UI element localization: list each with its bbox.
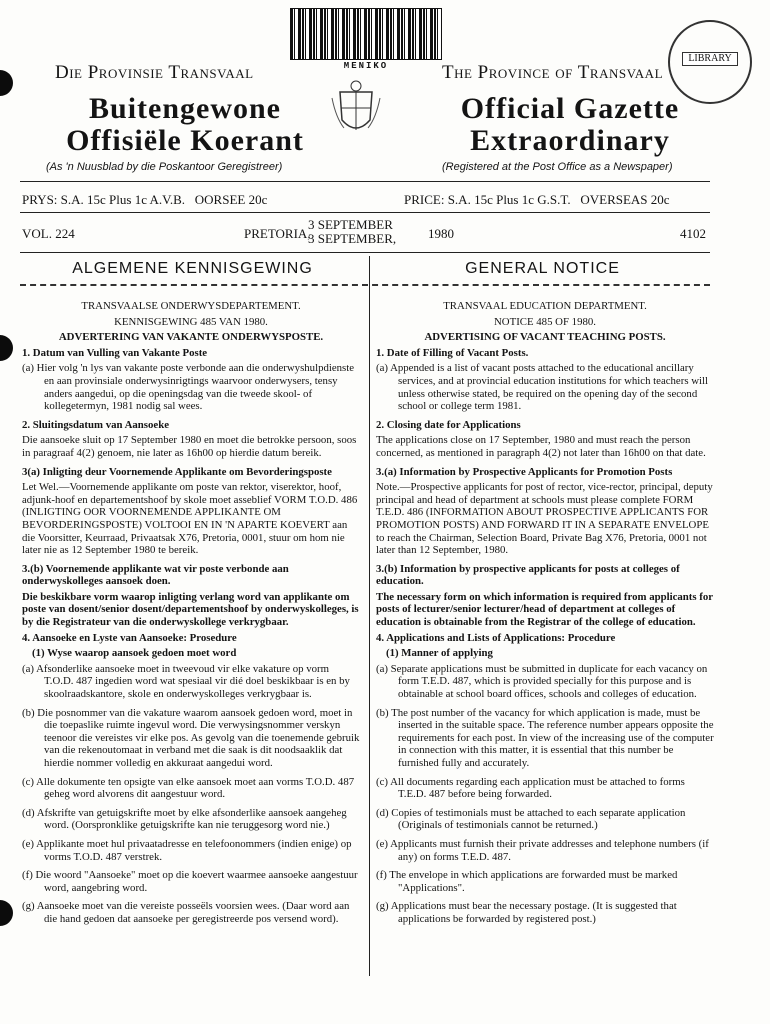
- notice-en: NOTICE 485 OF 1980.: [494, 315, 596, 328]
- section-1-af: 1. Datum van Vulling van Vakante Poste: [22, 346, 208, 359]
- section-3b-text-af: Die beskikbare vorm waarop inligting verlang word van applikante om poste van dosent/senior dosent/departementshoof by onderwyskolleges, is by die Registrateur van die onderwyskollege verkrygbaar.: [22, 590, 359, 629]
- dept-af: TRANSVAALSE ONDERWYSDEPARTEMENT.: [81, 300, 301, 312]
- price-af: PRYS: S.A. 15c Plus 1c A.V.B. OORSEE 20c: [22, 192, 268, 207]
- section-2-text-af: Die aansoeke sluit op 17 September 1980 en moet die betrokke persoon, soos in paragraaf 4(2) genoem, nie later as 16h00 op hierdie datum bereik.: [22, 434, 357, 459]
- section-3a-text-en: Note.—Prospective applicants for post of rector, vice-rector, principal, deputy principal and head of department at schools must please complete FORM T.E.D. 486 (INFORMATION ABOUT PROSPECTIVE APPLICANTS FOR PROMOTION POSTS) AND FORWARD IT IN A SEPARATE ENVELOPE to reach the Chairman, Selection Board, Private Bag X76, Pretoria, 0001 not later than 12 September, 1980.: [376, 481, 713, 557]
- title-af: ADVERTERING VAN VAKANTE ONDERWYSPOSTE.: [58, 331, 324, 344]
- column-afrikaans: [22, 300, 360, 932]
- rule-price: [20, 212, 710, 213]
- rule-vol: [20, 252, 710, 253]
- item-e-af: (e) Applikante moet hul privaatadresse en telefoonommers (indien enige) op vorms T.O.D. 487 verstrek.: [22, 837, 352, 863]
- item-d-af: (d) Afskrifte van getuigskrifte moet by elke afsonderlike aansoek aangeheg word. (Oorspronklike getuigskrifte kan nie teruggesorg word nie.): [22, 806, 347, 832]
- section-3b-text-en: The necessary form on which information is required from applicants for posts of lecturer/senior lecturer/head of department at colleges of education is obtainable from the Registrar of the college of education.: [376, 590, 713, 629]
- heading-en: GENERAL NOTICE: [465, 260, 620, 277]
- stamp-label: LIBRARY: [682, 52, 738, 66]
- date-en: 3 SEPTEMBER,: [308, 231, 397, 246]
- rule-top: [20, 181, 710, 182]
- barcode-text: MENIKO: [343, 61, 389, 71]
- barcode-bars: [290, 8, 442, 60]
- year: 1980: [428, 226, 454, 241]
- section-4-en: 4. Applications and Lists of Applications: Procedure: [376, 631, 616, 644]
- item-c-en: (c) All documents regarding each application must be attached to forms T.E.D. 487 before being forwarded.: [376, 775, 685, 801]
- item-b-en: (b) The post number of the vacancy for which application is made, must be inserted in the suitable space. The reference number appears opposite the requirements for each post. In view of the increasing use of the computer in connection with this matter, it is essential that this number be furnished fully and accurately.: [376, 706, 714, 769]
- barcode: [290, 8, 440, 70]
- section-2-af: 2. Sluitingsdatum van Aansoeke: [22, 418, 169, 431]
- date-af: 3 SEPTEMBER: [308, 217, 393, 232]
- item-d-en: (d) Copies of testimonials must be attached to each separate application (Originals of testimonials cannot be returned.): [376, 806, 686, 832]
- section-4-1-af: (1) Wyse waarop aansoek gedoen moet word: [32, 647, 237, 660]
- section-3b-af: 3.(b) Voornemende applikante wat vir poste verbonde aan onderwyskolleges aansoek doen.: [22, 562, 289, 588]
- section-1-en: 1. Date of Filling of Vacant Posts.: [376, 346, 529, 359]
- notice-af: KENNISGEWING 485 VAN 1980.: [114, 315, 268, 328]
- volume: VOL. 224: [22, 226, 75, 241]
- punch-hole: [0, 70, 13, 96]
- section-4-1-en: (1) Manner of applying: [386, 647, 493, 660]
- punch-hole: [0, 900, 13, 926]
- dept-en: TRANSVAAL EDUCATION DEPARTMENT.: [443, 300, 647, 312]
- price-en: PRICE: S.A. 15c Plus 1c G.S.T. OVERSEAS 20c: [404, 192, 670, 207]
- item-a-af: (a) Afsonderlike aansoeke moet in tweevoud vir elke vakature op vorm T.O.D. 487 ingedien word wat spesiaal vir dié doel beskikbaar is en by skoolraadskantore, skole en onderwyskolleges verkrygbaar is.: [22, 662, 350, 701]
- title-english: The Province of Transvaal: [442, 62, 664, 83]
- item-a-en: (a) Separate applications must be submitted in duplicate for each vacancy on form T.E.D. 487, which is provided specially for this purpose and is obtainable at school board offices, schools and colleges of education.: [376, 662, 708, 701]
- section-1a-af: (a) Hier volg 'n lys van vakante poste verbonde aan die onderwyshulpdienste en aan provinsiale onderwysinrigtings waarvoor onderwysers, tensy anders aangedui, op die openingsdag van die tweede skool- of kollegetermyn, 1981 nodig sal wees.: [22, 362, 355, 413]
- section-2-en: 2. Closing date for Applications: [376, 418, 521, 431]
- gazette-name-en-1: Official Gazette: [460, 92, 680, 125]
- item-c-af: (c) Alle dokumente ten opsigte van elke aansoek moet aan vorms T.O.D. 487 geheg word alvorens dit aangestuur word.: [22, 775, 355, 801]
- issue-number: 4102: [680, 226, 706, 241]
- section-3b-en: 3.(b) Information by prospective applicants for posts at colleges of education.: [376, 562, 680, 588]
- item-e-en: (e) Applicants must furnish their private addresses and telephone numbers (if any) on forms T.E.D. 487.: [376, 837, 709, 863]
- item-f-en: (f) The envelope in which applications are forwarded must be marked "Applications".: [376, 869, 678, 894]
- item-f-af: (f) Die woord "Aansoeke" moet op die koevert waarmee aansoeke aangestuur word, aangebring word.: [22, 869, 358, 894]
- gazette-name-en-2: Extraordinary: [470, 124, 670, 157]
- item-b-af: (b) Die posnommer van die vakature waarom aansoek gedoen word, moet in die toepaslike ruimte ingevul word. Die verwysingsnommer verskyn teenoor die vereistes vir elke pos. As gevolg van die toenemende gebruik van die rekenoutomaat in verband met die saak is dit noodsaaklik dat hierdie nommer volledig en akkuraat aangedui word.: [22, 706, 360, 769]
- section-3a-en: 3.(a) Information by Prospective Applicants for Promotion Posts: [376, 465, 673, 478]
- section-2-text-en: The applications close on 17 September, 1980 and must reach the person concerned, as mentioned in paragraph 4(2) not later than 16h00 on that date.: [376, 434, 706, 459]
- rule-heading: [20, 284, 710, 286]
- section-3a-af: 3(a) Inligting deur Voornemende Applikante om Bevorderingsposte: [22, 465, 332, 478]
- punch-hole: [0, 335, 13, 361]
- section-4-af: 4. Aansoeke en Lyste van Aansoeke: Prosedure: [22, 631, 237, 644]
- item-g-en: (g) Applications must bear the necessary postage. (It is suggested that applications be forwarded by registered post.): [376, 900, 677, 925]
- column-english: [376, 300, 714, 932]
- title-afrikaans: Die Provinsie Transvaal: [55, 62, 254, 83]
- registration-note-en: (Registered at the Post Office as a Newspaper): [442, 161, 673, 173]
- gazette-name-af-2: Offisiële Koerant: [66, 124, 304, 157]
- coat-of-arms-icon: [330, 78, 382, 142]
- registration-note-af: (As 'n Nuusblad by die Poskantoor Geregistreer): [46, 161, 283, 173]
- gazette-name-af-1: Buitengewone: [89, 92, 281, 125]
- column-divider: [369, 256, 370, 976]
- section-1a-en: (a) Appended is a list of vacant posts attached to the educational ancillary services, and at provincial education institutions for which teachers will unless otherwise stated, be required on the opening day of the second school or college term 1981.: [376, 362, 709, 413]
- item-g-af: (g) Aansoeke moet van die vereiste posseëls voorsien wees. (Daar word aan die hand gedoen dat aansoeke per geregistreerde pos versend word).: [22, 900, 350, 925]
- place: PRETORIA,: [244, 226, 311, 241]
- heading-af: ALGEMENE KENNISGEWING: [72, 260, 313, 277]
- title-en: ADVERTISING OF VACANT TEACHING POSTS.: [424, 331, 666, 344]
- section-3a-text-af: Let Wel.—Voornemende applikante om poste van rektor, viserektor, hoof, adjunk-hoof en departementshoof by skole moet asseblief VORM T.O.D. 486 (INLIGTING OOR VOORNEMENDE APPLIKANTE OM BEVORDERINGSPOSTE) VOLTOOI EN IN 'N APARTE KOEVERT aan die Voorsitter, Keurraad, Privaatsak X76, Pretoria, 0001, stuur om hom nie later nie as 12 September 1980 te bereik.: [22, 481, 358, 557]
